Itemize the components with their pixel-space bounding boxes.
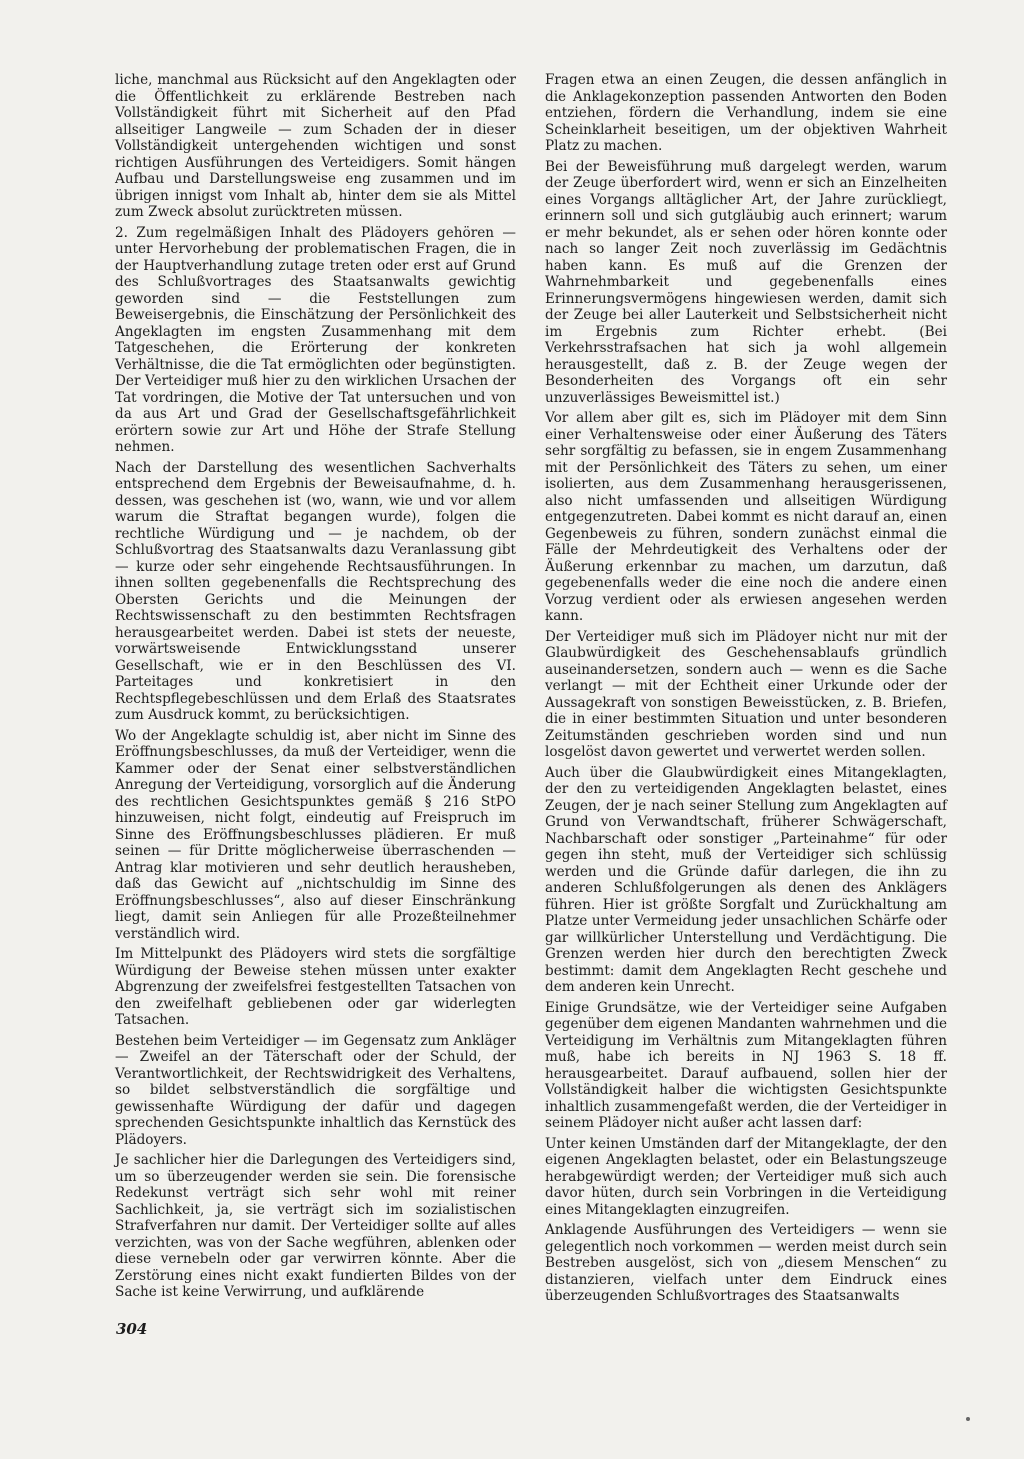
paragraph: liche, manchmal aus Rücksicht auf den Angeklagten oder die Öffentlichkeit zu erklärende Bestreben nach Vollständigkeit führt mit Sicherheit auf den Pfad allseitiger Langweile — zum Schaden der in dieser Vollständigkeit untergehenden wichtigen und sonst richtigen Ausführungen des Verteidigers. Somit hängen Aufbau und Darstellungsweise eng zusammen und im übrigen innigst vom Inhalt ab, hinter dem sie als Mittel zum Zweck absolut zurücktreten müssen. — [115, 72, 516, 220]
paragraph: Fragen etwa an einen Zeugen, die dessen anfänglich in die Anklagekonzeption passenden Antworten den Boden entziehen, fördern die Verhandlung, indem sie eine Scheinklarheit beseitigen, um der objektiven Wahrheit Platz zu machen. — [545, 72, 947, 154]
left-column — [115, 72, 516, 1305]
scan-speck — [966, 1417, 970, 1421]
paragraph: Bei der Beweisführung muß dargelegt werden, warum der Zeuge überfordert wird, wenn er sich an Einzelheiten eines Vorgangs alltäglicher Art, der Jahre zurückliegt, erinnern soll und sich gutgläubig auch erinnert; warum er mehr bekundet, als er sehen oder hören konnte oder nach so langer Zeit noch zuverlässig im Gedächtnis haben kann. Es muß auf die Grenzen der Wahrnehmbarkeit und gegebenenfalls eines Erinnerungsvermögens hingewiesen werden, damit sich der Zeuge bei aller Lauterkeit und Selbstsicherheit nicht im Ergebnis zum Richter erhebt. (Bei Verkehrsstrafsachen hat sich ja wohl allgemein herausgestellt, daß z. B. der Zeuge wegen der Besonderheiten des Vorgangs oft ein sehr unzuverlässiges Beweismittel ist.) — [545, 158, 947, 406]
page-number: 304 — [116, 1320, 148, 1338]
paragraph: Auch über die Glaubwürdigkeit eines Mitangeklagten, der den zu verteidigenden Angeklagten belastet, eines Zeugen, der je nach seiner Stellung zum Angeklagten auf Grund von Verwandtschaft, früherer Schwägerschaft, Nachbarschaft oder sonstiger „Parteinahme“ für oder gegen ihn steht, muß der Verteidiger sich schlüssig werden und die Gründe dafür darlegen, die ihn zu anderen Schlußfolgerungen als denen des Anklägers führen. Hier ist größte Sorgfalt und Zurückhaltung am Platze unter Vermeidung jeder unsachlichen Schärfe oder gar willkürlicher Unterstellung und Verdächtigung. Die Grenzen werden hier durch den berechtigten Zweck bestimmt: damit dem Angeklagten Recht geschehe und dem anderen kein Unrecht. — [545, 764, 947, 995]
paragraph: Der Verteidiger muß sich im Plädoyer nicht nur mit der Glaubwürdigkeit des Geschehensablaufs gründlich auseinandersetzen, sondern auch — wenn es die Sache verlangt — mit der Echtheit einer Urkunde oder der Aussagekraft von sonstigen Beweisstücken, z. B. Briefen, die in einer bestimmten Situation und unter besonderen Zeitumständen geschrieben worden sind und nun losgelöst davon gewertet und verwertet werden sollen. — [545, 628, 947, 760]
paragraph: Einige Grundsätze, wie der Verteidiger seine Aufgaben gegenüber dem eigenen Mandanten wahrnehmen und die Verteidigung im Verhältnis zum Mitangeklagten führen muß, habe ich bereits in NJ 1963 S. 18 ff. herausgearbeitet. Darauf aufbauend, sollen hier der Vollständigkeit halber die wichtigsten Gesichtspunkte inhaltlich zusammengefaßt werden, die der Verteidiger in seinem Plädoyer nicht außer acht lassen darf: — [545, 999, 947, 1131]
paragraph: Bestehen beim Verteidiger — im Gegensatz zum Ankläger — Zweifel an der Täterschaft oder der Schuld, der Verantwortlichkeit, der Rechtswidrigkeit des Verhaltens, so bildet selbstverständlich die sorgfältige und gewissenhafte Würdigung der dafür und dagegen sprechenden Gesichtspunkte inhaltlich das Kernstück des Plädoyers. — [115, 1032, 516, 1148]
paragraph: Anklagende Ausführungen des Verteidigers — wenn sie gelegentlich noch vorkommen — werden meist durch sein Bestreben ausgelöst, sich von „diesem Menschen“ zu distanzieren, vielfach unter dem Eindruck eines überzeugenden Schlußvortrages des Staatsanwalts — [545, 1222, 947, 1304]
paragraph: 2. Zum regelmäßigen Inhalt des Plädoyers gehören — unter Hervorhebung der problematischen Fragen, die in der Hauptverhandlung zutage treten oder erst auf Grund des Schlußvortrages des Staatsanwalts gewichtig geworden sind — die Feststellungen zum Beweisergebnis, die Einschätzung der Persönlichkeit des Angeklagten im engsten Zusammenhang mit dem Tatgeschehen, die Erörterung der konkreten Verhältnisse, die die Tat ermöglichten oder begünstigten. Der Verteidiger muß hier zu den wirklichen Ursachen der Tat vordringen, die Motive der Tat untersuchen und von da aus Art und Grad der Gesellschaftsgefährlichkeit erörtern sowie zur Art und Höhe der Strafe Stellung nehmen. — [115, 224, 516, 455]
paragraph: Wo der Angeklagte schuldig ist, aber nicht im Sinne des Eröffnungsbeschlusses, da muß der Verteidiger, wenn die Kammer oder der Senat einer selbstverständlichen Anregung der Verteidigung, vorsorglich auf die Änderung des rechtlichen Gesichtspunktes gemäß § 216 StPO hinzuweisen, nicht folgt, eindeutig auf Freispruch im Sinne des Eröffnungsbeschlusses plädieren. Er muß seinen — für Dritte möglicherweise überraschenden — Antrag klar motivieren und sehr deutlich herausheben, daß das Gewicht auf „nichtschuldig im Sinne des Eröffnungsbeschlusses“, also auf dieser Einschränkung liegt, damit sein Anliegen für alle Prozeßteilnehmer verständlich wird. — [115, 727, 516, 942]
paragraph: Unter keinen Umständen darf der Mitangeklagte, der den eigenen Angeklagten belastet, oder ein Belastungszeuge herabgewürdigt werden; der Verteidiger muß sich auch davor hüten, durch sein Vorbringen in die Verteidigung eines Mitangeklagten einzugreifen. — [545, 1135, 947, 1218]
paragraph: Vor allem aber gilt es, sich im Plädoyer mit dem Sinn einer Verhaltensweise oder einer Äußerung des Täters sehr sorgfältig zu befassen, sie in engem Zusammenhang mit der Persönlichkeit des Täters zu sehen, um einer isolierten, aus dem Zusammenhang herausgerissenen, also nicht umfassenden und allseitigen Würdigung entgegenzutreten. Dabei kommt es nicht darauf an, einen Gegenbeweis zu führen, sondern zunächst einmal die Fälle der Mehrdeutigkeit des Verhaltens oder der Äußerung erkennbar zu machen, um darzutun, daß gegebenenfalls weder die eine noch die andere einen Vorzug verdient oder als erwiesen angesehen werden kann. — [545, 410, 947, 624]
right-column — [545, 72, 947, 1309]
paragraph: Nach der Darstellung des wesentlichen Sachverhalts entsprechend dem Ergebnis der Beweisaufnahme, d. h. dessen, was geschehen ist (wo, wann, wie und vor allem warum die Straftat begangen wurde), folgen die rechtliche Würdigung und — je nachdem, ob der Schlußvortrag des Staatsanwalts dazu Veranlassung gibt — kurze oder sehr eingehende Rechtsausführungen. In ihnen sollten gegebenenfalls die Rechtsprechung des Obersten Gerichts und die Meinungen der Rechtswissenschaft zu den bestimmten Rechtsfragen herausgearbeitet werden. Dabei ist stets der neueste, vorwärtsweisende Entwicklungsstand unserer Gesellschaft, wie er in den Beschlüssen des VI. Parteitages und konkretisiert in den Rechtspflegebeschlüssen und dem Erlaß des Staatsrates zum Ausdruck kommt, zu berücksichtigen. — [115, 459, 516, 723]
paragraph: Je sachlicher hier die Darlegungen des Verteidigers sind, um so überzeugender werden sie sein. Die forensische Redekunst verträgt sich sehr wohl mit reiner Sachlichkeit, ja, sie verträgt sich im sozialistischen Strafverfahren nur damit. Der Verteidiger sollte auf alles verzichten, was von der Sache wegführen, ablenken oder diese vernebeln oder gar verwirren könnte. Aber die Zerstörung eines nicht exakt fundierten Bildes von der Sache ist keine Verwirrung, und aufklärende — [115, 1152, 516, 1300]
paragraph: Im Mittelpunkt des Plädoyers wird stets die sorgfältige Würdigung der Beweise stehen müssen unter exakter Abgrenzung der zweifelsfrei festgestellten Tatsachen von den zweifelhaft gebliebenen oder gar widerlegten Tatsachen. — [115, 946, 516, 1028]
